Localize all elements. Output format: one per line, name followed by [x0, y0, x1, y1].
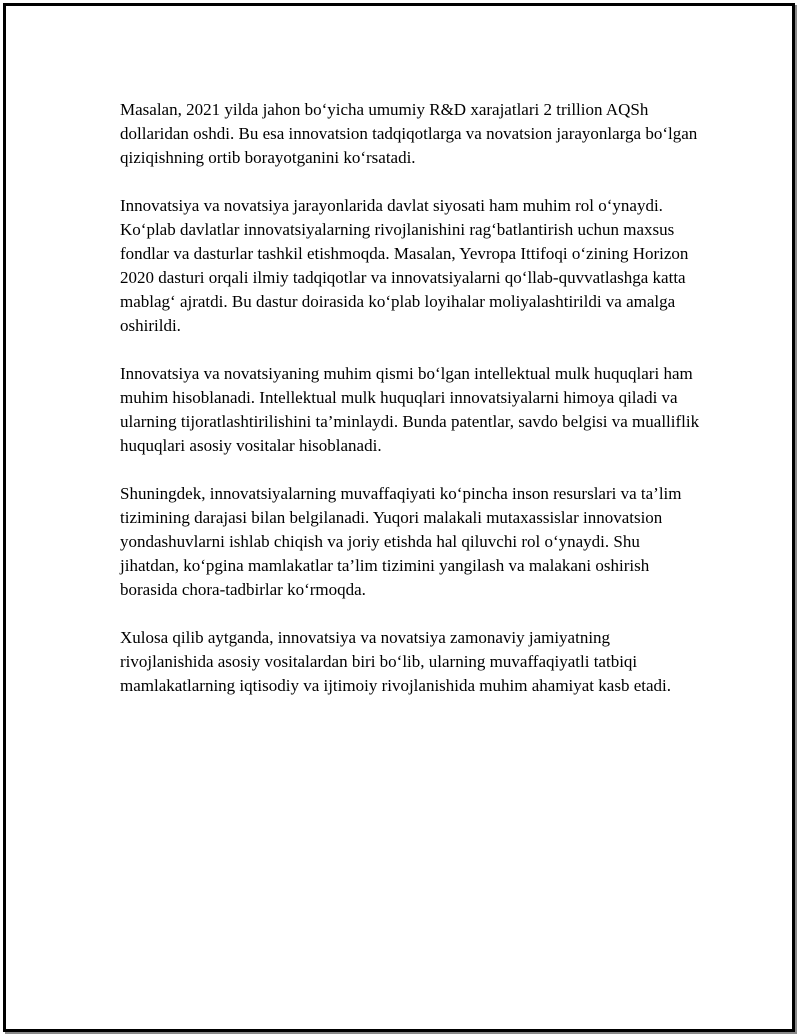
paragraph-3: Innovatsiya va novatsiyaning muhim qismi bo‘lgan intellektual mulk huquqlari ham muhim hisoblanadi. Intellektual mulk huquqlari innovatsiyalarni himoya qiladi va ularning tijoratlashtirilishini ta’minlaydi. Bunda patentlar, savdo belgisi va mualliflik huquqlari asosiy vositalar hisoblanadi. — [120, 364, 700, 455]
paragraph-1: Masalan, 2021 yilda jahon bo‘yicha umumiy R&D xarajatlari 2 trillion AQSh dollaridan oshdi. Bu esa innovatsion tadqiqotlarga va novatsion jarayonlarga bo‘lgan qiziqishning ortib borayotganini ko‘rsatadi. — [120, 100, 698, 167]
document-page — [3, 3, 795, 1032]
paragraph-2: Innovatsiya va novatsiya jarayonlarida davlat siyosati ham muhim rol o‘ynaydi. Ko‘plab davlatlar innovatsiyalarning rivojlanishini rag‘batlantirish uchun maxsus fondlar va dasturlar tashkil etishmoqda. Masalan, Yevropa Ittifoqi o‘zining Horizon 2020 dasturi orqali ilmiy tadqiqotlar va innovatsiyalarni qo‘llab-quvvatlashga katta mablag‘ ajratdi. Bu dastur doirasida ko‘plab loyihalar moliyalashtirildi va amalga oshirildi. — [120, 196, 689, 335]
document-body — [120, 98, 700, 722]
paragraph-4: Shuningdek, innovatsiyalarning muvaffaqiyati ko‘pincha inson resurslari va ta’lim tizimining darajasi bilan belgilanadi. Yuqori malakali mutaxassislar innovatsion yondashuvlarni ishlab chiqish va joriy etishda hal qiluvchi rol o‘ynaydi. Shu jihatdan, ko‘pgina mamlakatlar ta’lim tizimini yangilash va malakani oshirish borasida chora-tadbirlar ko‘rmoqda. — [120, 484, 682, 599]
paragraph-5: Xulosa qilib aytganda, innovatsiya va novatsiya zamonaviy jamiyatning rivojlanishida asosiy vositalardan biri bo‘lib, ularning muvaffaqiyatli tatbiqi mamlakatlarning iqtisodiy va ijtimoiy rivojlanishida muhim ahamiyat kasb etadi. — [120, 628, 671, 695]
